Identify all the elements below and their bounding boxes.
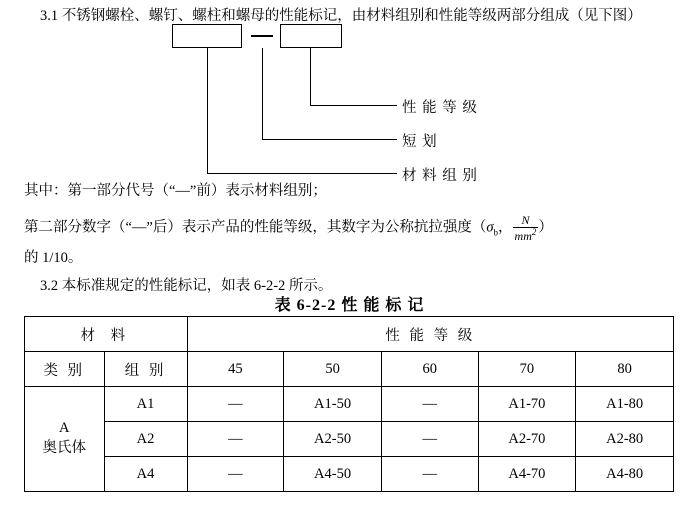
table-cell-value: A4-80 bbox=[576, 457, 674, 492]
unit-numerator: N bbox=[513, 214, 539, 228]
leader-line-vertical-grade bbox=[310, 48, 311, 105]
table-row bbox=[25, 317, 674, 352]
performance-marking-table bbox=[24, 316, 674, 492]
diagram-label-dash: 短 划 bbox=[402, 134, 438, 150]
table-grade-col-45: 45 bbox=[187, 352, 284, 387]
table-row bbox=[25, 457, 674, 492]
table-cell-group: A1 bbox=[104, 387, 187, 422]
unit-denominator bbox=[513, 228, 539, 243]
marking-structure-diagram bbox=[150, 22, 570, 184]
leader-line-vertical-material bbox=[207, 48, 208, 173]
unit-fraction bbox=[513, 214, 539, 242]
paragraph-3-1: 3.1 不锈钢螺栓、螺钉、螺柱和螺母的性能标记，由材料组别和性能等级两部分组成（见下图） bbox=[40, 8, 642, 24]
table-cell-value: — bbox=[187, 422, 284, 457]
paragraph-note-line-2 bbox=[24, 214, 553, 242]
sigma-symbol: σ bbox=[486, 219, 494, 236]
leader-line-horizontal-dash bbox=[262, 139, 397, 140]
table-cell-value: A2-50 bbox=[284, 422, 382, 457]
table-header-material: 材 料 bbox=[25, 317, 188, 352]
table-cell-value: A1-70 bbox=[478, 387, 576, 422]
diagram-dash-separator bbox=[251, 35, 273, 37]
sigma-subscript: b bbox=[493, 227, 499, 238]
note-line-2-closing: ） bbox=[538, 219, 553, 236]
paragraph-note-line-3: 的 1/10。 bbox=[24, 250, 83, 266]
paragraph-note-line-1: 其中：第一部分代号（“—”前）表示材料组别； bbox=[24, 183, 327, 199]
table-cell-group: A4 bbox=[104, 457, 187, 492]
table-cell-value: A2-80 bbox=[576, 422, 674, 457]
table-grade-col-80: 80 bbox=[576, 352, 674, 387]
note-comma: ， bbox=[498, 219, 513, 236]
category-line-1: A bbox=[59, 420, 70, 437]
paragraph-3-2: 3.2 本标准规定的性能标记，如表 6-2-2 所示。 bbox=[40, 278, 333, 294]
table-cell-value: A4-50 bbox=[284, 457, 382, 492]
table-row bbox=[25, 422, 674, 457]
table-grade-col-70: 70 bbox=[478, 352, 576, 387]
table-cell-value: — bbox=[381, 422, 478, 457]
diagram-label-material: 材 料 组 别 bbox=[402, 168, 478, 184]
table-cell-value: A2-70 bbox=[478, 422, 576, 457]
table-header-grade: 性 能 等 级 bbox=[187, 317, 673, 352]
table-cell-value: — bbox=[187, 387, 284, 422]
unit-denominator-text: mm bbox=[514, 228, 532, 243]
table-row bbox=[25, 387, 674, 422]
unit-denominator-exponent: 2 bbox=[531, 226, 537, 237]
leader-line-horizontal-material bbox=[207, 173, 397, 174]
table-subheader-group: 组 别 bbox=[104, 352, 187, 387]
table-cell-value: — bbox=[381, 457, 478, 492]
table-caption: 表 6-2-2 性 能 标 记 bbox=[274, 297, 425, 314]
diagram-label-grade: 性 能 等 级 bbox=[402, 100, 478, 116]
table-cell-value: A1-50 bbox=[284, 387, 382, 422]
table-cell-group: A2 bbox=[104, 422, 187, 457]
table-cell-value: A1-80 bbox=[576, 387, 674, 422]
table-cell-value: — bbox=[187, 457, 284, 492]
category-line-2: 奥氏体 bbox=[42, 440, 86, 456]
diagram-box-grade bbox=[280, 24, 342, 48]
table-subheader-category: 类 别 bbox=[25, 352, 105, 387]
note-line-2-text: 第二部分数字（“—”后）表示产品的性能等级，其数字为公称抗拉强度（ bbox=[24, 219, 487, 236]
diagram-box-material bbox=[172, 24, 242, 48]
leader-line-horizontal-grade bbox=[310, 105, 397, 106]
table-cell-value: A4-70 bbox=[478, 457, 576, 492]
table-cell-value: — bbox=[381, 387, 478, 422]
table-grade-col-60: 60 bbox=[381, 352, 478, 387]
table-cell-category-austenitic bbox=[25, 387, 105, 492]
table-row bbox=[25, 352, 674, 387]
leader-line-vertical-dash bbox=[262, 48, 263, 139]
table-grade-col-50: 50 bbox=[284, 352, 382, 387]
